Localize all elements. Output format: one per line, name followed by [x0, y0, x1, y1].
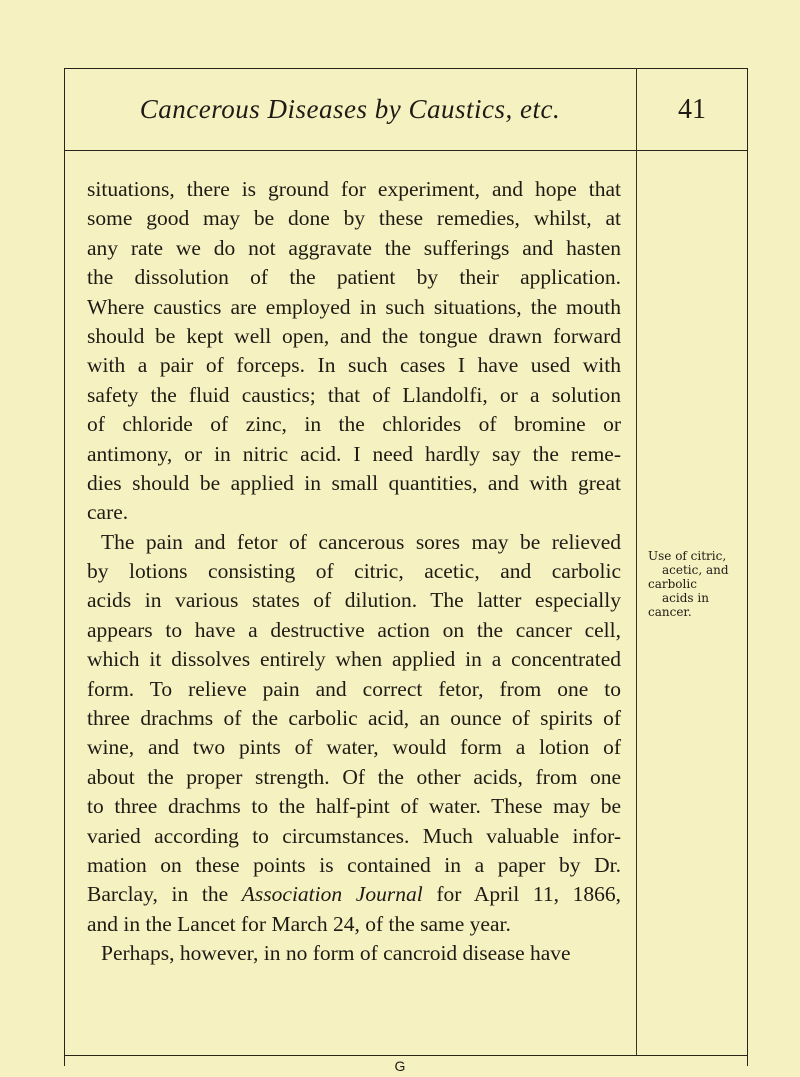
header-rule: [64, 150, 748, 151]
text-line: to three drachms to the half-pint of water. These may be: [87, 794, 621, 819]
text-line: of chloride of zinc, in the chlorides of bromine or: [87, 412, 621, 437]
text-line: The pain and fetor of cancerous sores may be relieved: [101, 529, 621, 554]
text-line: mation on these points is contained in a paper by Dr.: [87, 852, 621, 877]
text-line: and in the Lancet for March 24, of the same year.: [87, 911, 511, 936]
page-number: 41: [678, 94, 706, 125]
text-line: situations, there is ground for experiment, and hope that: [87, 177, 621, 201]
marginal-note-line: acetic, and: [662, 563, 729, 577]
text-line: some good may be done by these remedies, whilst, at: [87, 206, 621, 231]
text-line: varied according to circumstances. Much valuable infor-: [87, 823, 621, 848]
margin-column-rule: [636, 68, 637, 1056]
text-line: any rate we do not aggravate the sufferings and hasten: [87, 235, 621, 260]
text-line-barclay: [87, 880, 621, 909]
text-line: three drachms of the carbolic acid, an ounce of spirits of: [87, 706, 621, 731]
signature-mark: G: [394, 1058, 406, 1074]
text-line: antimony, or in nitric acid. I need hardly say the reme-: [87, 441, 621, 466]
text-line: acids in various states of dilution. The latter especially: [87, 588, 621, 613]
text-line: dies should be applied in small quantities, and with great: [87, 470, 621, 495]
text-line: which it dissolves entirely when applied in a concentrated: [87, 647, 621, 672]
text-line: Perhaps, however, in no form of cancroid disease have: [101, 941, 571, 966]
barclay-text-before: Barclay, in the: [87, 882, 242, 907]
text-line: safety the fluid caustics; that of Llandolfi, or a solution: [87, 382, 621, 407]
running-title: Cancerous Diseases by Caustics, etc.: [139, 94, 561, 124]
footer-rule: [64, 1055, 748, 1056]
marginal-note: [648, 549, 748, 619]
barclay-text-after: for April 11, 1866,: [422, 882, 622, 907]
text-line: form. To relieve pain and correct fetor, from one to: [87, 676, 621, 701]
text-line: care.: [87, 500, 129, 525]
text-line: the dissolution of the patient by their application.: [87, 265, 621, 290]
text-line: Where caustics are employed in such situations, the mouth: [87, 294, 621, 319]
journal-title: Association Journal: [241, 882, 423, 907]
marginal-note-line: carbolic: [648, 577, 697, 591]
text-line: appears to have a destructive action on the cancer cell,: [87, 617, 621, 642]
marginal-note-line: cancer.: [648, 605, 692, 619]
body-text: [87, 175, 621, 969]
text-line: should be kept well open, and the tongue drawn forward: [87, 323, 621, 348]
marginal-note-line: Use of citric,: [648, 549, 727, 563]
text-line: with a pair of forceps. In such cases I have used with: [87, 353, 621, 378]
marginal-note-line: acids in: [662, 591, 709, 605]
text-line: about the proper strength. Of the other acids, from one: [87, 764, 621, 789]
text-line: by lotions consisting of citric, acetic, and carbolic: [87, 559, 621, 584]
text-line: wine, and two pints of water, would form a lotion of: [87, 735, 621, 760]
